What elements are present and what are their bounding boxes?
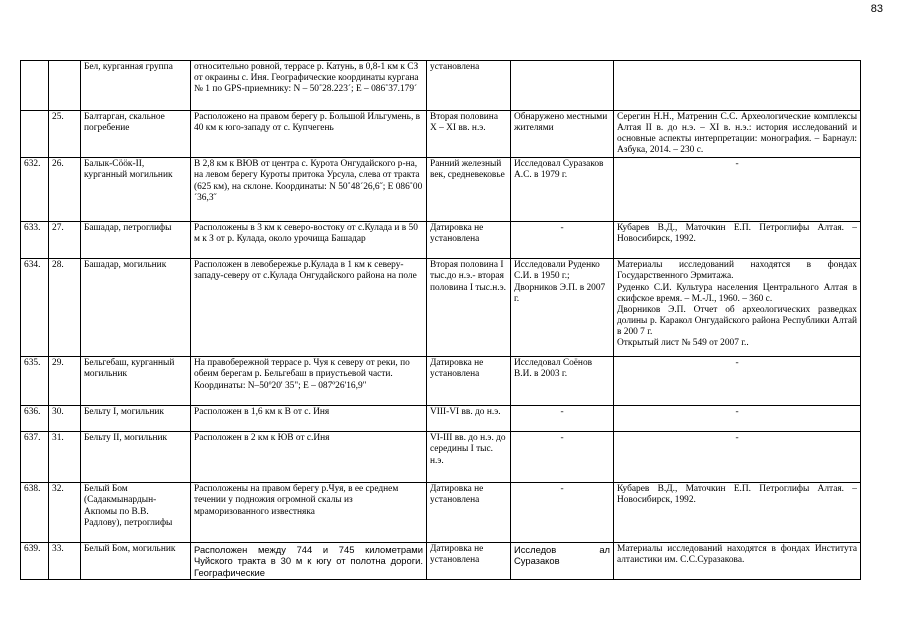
monument-literature: Кубарев В.Д., Маточкин Е.П. Петроглифы Алтая. – Новосибирск, 1992.: [614, 222, 861, 259]
monument-location: Расположен в 1,6 км к В от с. Иня: [191, 406, 427, 432]
row-subnumber: 30.: [49, 406, 81, 432]
monument-literature: Серегин Н.Н., Матренин С.С. Археологические комплексы Алтая II в. до н.э. – XI в. н.э.: история исследований и основные аспекты интерпретации: монография. – Барнаул: Азбука, 2014. – 230 с.: [614, 111, 861, 158]
monument-research: Исследовал Соёнов В.И. в 2003 г.: [511, 357, 614, 406]
monument-name: Балтарган, скальное погребение: [81, 111, 191, 158]
monument-name: Башадар, могильник: [81, 259, 191, 357]
monument-date: Датировка не установлена: [427, 222, 511, 259]
monument-date: VIII-VI вв. до н.э.: [427, 406, 511, 432]
monument-literature: -: [614, 158, 861, 222]
monument-research: Обнаружено местными жителями: [511, 111, 614, 158]
table-row: [21, 158, 861, 222]
monument-date: Ранний железный век, средневековье: [427, 158, 511, 222]
monument-date: Вторая половина X – XI вв. н.э.: [427, 111, 511, 158]
monument-date: установлена: [427, 61, 511, 111]
monument-location: Расположен в 2 км к ЮВ от с.Иня: [191, 432, 427, 483]
table-row: [21, 61, 861, 111]
row-number: [21, 61, 49, 111]
monument-name: Бельгебаш, курганный могильник: [81, 357, 191, 406]
monument-name: Башадар, петроглифы: [81, 222, 191, 259]
monuments-table: [20, 60, 861, 580]
monument-name: Бельту I, могильник: [81, 406, 191, 432]
table-row: [21, 543, 861, 579]
monument-location: Расположены на правом берегу р.Чуя, в ее среднем течении у подножия огромной скалы из мраморизованного известняка: [191, 483, 427, 543]
monument-literature: -: [614, 406, 861, 432]
monument-location: Расположен в левобережье р.Кулада в 1 км к северу-западу-северу от с.Кулада Онгудайского района на поле: [191, 259, 427, 357]
row-number: 635.: [21, 357, 49, 406]
monument-name: Белый Бом (Садакмынардын-Акпомы по В.В. Радлову), петроглифы: [81, 483, 191, 543]
monument-literature: [614, 61, 861, 111]
row-subnumber: 28.: [49, 259, 81, 357]
row-subnumber: 25.: [49, 111, 81, 158]
row-number: 634.: [21, 259, 49, 357]
monument-literature: -: [614, 432, 861, 483]
monument-date: Датировка не установлена: [427, 543, 511, 579]
monument-research: -: [511, 406, 614, 432]
monument-location: На правобережной террасе р. Чуя к северу от реки, по обеим берегам р. Бельгебаш в приустьевой части. Координаты: N–50º20' 35"; E – 087º26'16,9": [191, 357, 427, 406]
monument-location: Расположено на правом берегу р. Большой Ильгумень, в 40 км к юго-западу от с. Купчегень: [191, 111, 427, 158]
table-row: [21, 259, 861, 357]
row-number: 636.: [21, 406, 49, 432]
table-row: [21, 483, 861, 543]
row-number: 632.: [21, 158, 49, 222]
table-row: [21, 111, 861, 158]
row-subnumber: 27.: [49, 222, 81, 259]
row-subnumber: 32.: [49, 483, 81, 543]
page-number: 83: [870, 3, 883, 15]
row-subnumber: 26.: [49, 158, 81, 222]
monument-name: Балык-Сӧӧк-II, курганный могильник: [81, 158, 191, 222]
row-number: 639.: [21, 543, 49, 579]
monument-literature: -: [614, 357, 861, 406]
table-row: [21, 406, 861, 432]
monument-name: Белый Бом, могильник: [81, 543, 191, 579]
row-subnumber: 33.: [49, 543, 81, 579]
row-subnumber: 29.: [49, 357, 81, 406]
monument-research: Исследовали Руденко С.И. в 1950 г.; Дворников Э.П. в 2007 г.: [511, 259, 614, 357]
monument-research: -: [511, 432, 614, 483]
row-number: 637.: [21, 432, 49, 483]
table-row: [21, 222, 861, 259]
monument-date: Вторая половина I тыс.до н.э.- вторая половина I тыс.н.э.: [427, 259, 511, 357]
monument-research: -: [511, 222, 614, 259]
row-subnumber: [49, 61, 81, 111]
row-subnumber: 31.: [49, 432, 81, 483]
monument-location: относительно ровной, террасе р. Катунь, в 0,8-1 км к СЗ от окраины с. Иня. Географические координаты кургана № 1 по GPS-приемнику: N – 50˚28.223´; E – 086˚37.179´: [191, 61, 427, 111]
monument-literature: Кубарев В.Д., Маточкин Е.П. Петроглифы Алтая. – Новосибирск, 1992.: [614, 483, 861, 543]
monument-name: Бел, курганная группа: [81, 61, 191, 111]
monument-name: Бельту II, могильник: [81, 432, 191, 483]
table-row: [21, 357, 861, 406]
monument-date: Датировка не установлена: [427, 357, 511, 406]
monument-research: Исследовал Суразаков А.С. в 1979 г.: [511, 158, 614, 222]
monument-location: В 2,8 км к ВЮВ от центра с. Курота Онгудайского р-на, на левом берегу Куроты притока Урсула, слева от тракта (625 км), на склоне. Координаты: N 50˚48´26,6˝; E 086˚00´36,3˝: [191, 158, 427, 222]
row-number: [21, 111, 49, 158]
monument-date: VI-III вв. до н.э. до середины I тыс. н.э.: [427, 432, 511, 483]
table-row: [21, 432, 861, 483]
monument-research: [511, 61, 614, 111]
monument-literature: Материалы исследований находятся в фондах Института алтаистики им. С.С.Суразакова.: [614, 543, 861, 579]
row-number: 638.: [21, 483, 49, 543]
row-number: 633.: [21, 222, 49, 259]
monument-research: Исследов ал Суразаков: [511, 543, 614, 579]
monument-research: -: [511, 483, 614, 543]
monument-literature: Материалы исследований находятся в фондах Государственного Эрмитажа. Руденко С.И. Культура населения Центрального Алтая в скифское время. – М.-Л., 1960. – 360 с. Дворников Э.П. Отчет об археологических разведках долины р. Каракол Онгудайского района Республики Алтай в 200 7 г. Открытый лист № 549 от 2007 г..: [614, 259, 861, 357]
monument-date: Датировка не установлена: [427, 483, 511, 543]
monument-location: Расположены в 3 км к северо-востоку от с.Кулада и в 50 м к З от р. Кулада, около урочища Башадар: [191, 222, 427, 259]
monument-location: Расположен между 744 и 745 километрами Чуйского тракта в 30 м к югу от полотна дороги. Географические: [191, 543, 427, 579]
